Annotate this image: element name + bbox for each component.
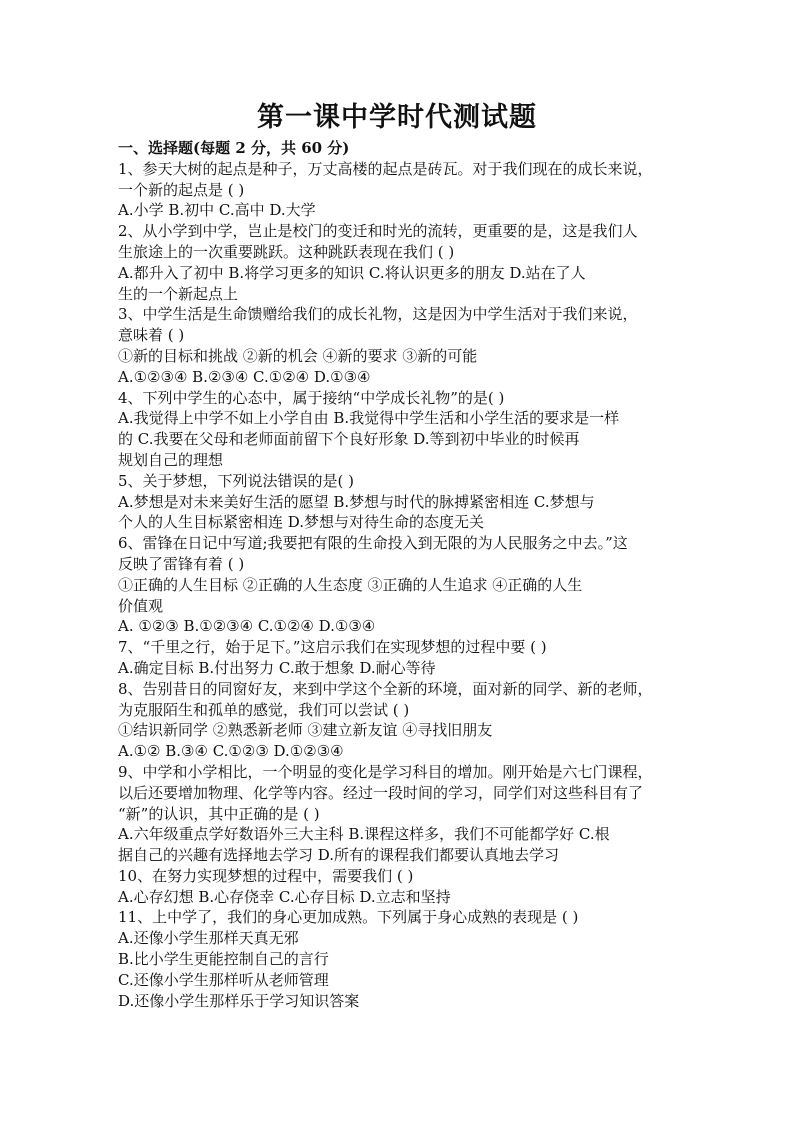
text-line: 4、下列中学生的心态中，属于接纳“中学成长礼物”的是( ): [118, 388, 505, 407]
text-line: ①新的目标和挑战 ②新的机会 ④新的要求 ③新的可能: [118, 346, 478, 365]
text-line: 生的一个新起点上: [118, 284, 239, 303]
text-line: 为克服陌生和孤单的感觉，我们可以尝试 ( ): [118, 700, 410, 719]
text-line: 据自己的兴趣有选择地去学习 D.所有的课程我们都要认真地去学习: [118, 846, 560, 865]
text-line: A.小学 B.初中 C.高中 D.大学: [118, 201, 316, 220]
question-lines: [118, 159, 684, 1012]
text-line: 10、在努力实现梦想的过程中，需要我们 ( ): [118, 866, 414, 885]
text-line: A.梦想是对未来美好生活的愿望 B.梦想与时代的脉搏紧密相连 C.梦想与: [118, 492, 595, 511]
text-line: 个人的人生目标紧密相连 D.梦想与对待生命的态度无关: [118, 513, 485, 532]
text-line: A.①②③④ B.②③④ C.①②④ D.①③④: [118, 367, 371, 386]
text-line: 1、参天大树的起点是种子，万丈高楼的起点是砖瓦。对于我们现在的成长来说，: [118, 159, 653, 178]
text-line: 7、“千里之行，始于足下。”这启示我们在实现梦想的过程中要 ( ): [118, 638, 547, 657]
text-line: 反映了雷锋有着 ( ): [118, 554, 245, 573]
text-line: C.还像小学生那样听从老师管理: [118, 970, 329, 989]
text-line: A.①② B.③④ C.①②③ D.①②③④: [118, 742, 344, 761]
text-line: 的 C.我要在父母和老师面前留下个良好形象 D.等到初中毕业的时候再: [118, 430, 580, 449]
text-line: A.心存幻想 B.心存侥幸 C.心存目标 D.立志和坚持: [118, 887, 451, 906]
text-line: 意味着 ( ): [118, 326, 185, 345]
text-line: ①结识新同学 ②熟悉新老师 ③建立新友谊 ④寻找旧朋友: [118, 721, 493, 740]
text-line: A.六年级重点学好数语外三大主科 B.课程这样多，我们不可能都学好 C.根: [118, 825, 610, 844]
text-line: 8、告别昔日的同窗好友，来到中学这个全新的环境，面对新的同学、新的老师，: [118, 679, 653, 698]
question-list: [118, 138, 684, 1011]
text-line: 规划自己的理想: [118, 450, 224, 469]
text-line: “新”的认识，其中正确的是 ( ): [118, 804, 320, 823]
text-line: A.确定目标 B.付出努力 C.敢于想象 D.耐心等待: [118, 658, 436, 677]
text-line: 11、上中学了，我们的身心更加成熟。下列属于身心成熟的表现是 ( ): [118, 908, 579, 927]
text-line: A. ①②③ B.①②③④ C.①②④ D.①③④: [118, 617, 376, 636]
text-line: 以后还要增加物理、化学等内容。经过一段时间的学习，同学们对这些科目有了: [118, 783, 644, 802]
text-line: A.都升入了初中 B.将学习更多的知识 C.将认识更多的朋友 D.站在了人: [118, 263, 586, 282]
text-line: 2、从小学到中学，岂止是校门的变迁和时光的流转，更重要的是，这是我们人: [118, 222, 638, 241]
text-line: 3、中学生活是生命馈赠给我们的成长礼物，这是因为中学生活对于我们来说，: [118, 305, 638, 324]
text-line: 5、关于梦想，下列说法错误的是( ): [118, 471, 355, 490]
text-line: ①正确的人生目标 ②正确的人生态度 ③正确的人生追求 ④正确的人生: [118, 575, 583, 594]
text-line: 生旅途上的一次重要跳跃。这种跳跃表现在我们 ( ): [118, 242, 455, 261]
text-line: 9、中学和小学相比，一个明显的变化是学习科目的增加。刚开始是六七门课程，: [118, 762, 653, 781]
text-line: 价值观: [118, 596, 164, 615]
page-title: 第一课中学时代测试题: [257, 102, 537, 133]
text-line: A.我觉得上中学不如上小学自由 B.我觉得中学生活和小学生活的要求是一样: [118, 409, 620, 428]
text-line: 一个新的起点是 ( ): [118, 180, 245, 199]
text-line: 6、雷锋在日记中写道;我要把有限的生命投入到无限的为人民服务之中去。”这: [118, 534, 628, 553]
text-line: A.还像小学生那样天真无邪: [118, 929, 299, 948]
section-heading: 一、选择题(每题 2 分，共 60 分): [118, 139, 350, 157]
text-line: D.还像小学生那样乐于学习知识答案: [118, 991, 360, 1010]
text-line: B.比小学生更能控制自己的言行: [118, 950, 329, 969]
